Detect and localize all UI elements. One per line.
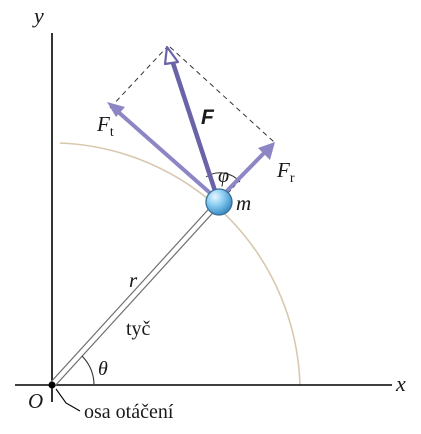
phi-label: φ: [218, 165, 230, 187]
sphere-icon: [206, 189, 232, 215]
y-axis-label: y: [34, 3, 44, 28]
rotation-arc: [60, 143, 300, 385]
pivot-dot-icon: [49, 382, 56, 389]
force-radial-label: [276, 158, 295, 186]
force-tangential-label: [96, 112, 114, 140]
force-total-arrowhead: [165, 47, 178, 64]
theta-arc: [82, 356, 94, 385]
rotation-axis-leader: [56, 389, 80, 411]
rod-label: tyč: [126, 318, 151, 340]
x-axis-label: x: [396, 371, 406, 396]
force-tangential-label-main: F: [97, 112, 110, 136]
force-total-label: F: [201, 106, 214, 129]
theta-label: θ: [98, 358, 108, 380]
mass-label: m: [236, 191, 252, 215]
dashed-line-top-left: [110, 48, 166, 108]
radius-label: r: [129, 268, 138, 292]
origin-label: O: [28, 389, 44, 413]
force-radial-label-sub: r: [289, 171, 295, 186]
force-tangential-label-sub: t: [109, 125, 114, 140]
rotation-axis-label: osa otáčení: [84, 401, 174, 423]
rod: [50, 201, 220, 387]
force-radial-label-main: F: [277, 158, 290, 182]
